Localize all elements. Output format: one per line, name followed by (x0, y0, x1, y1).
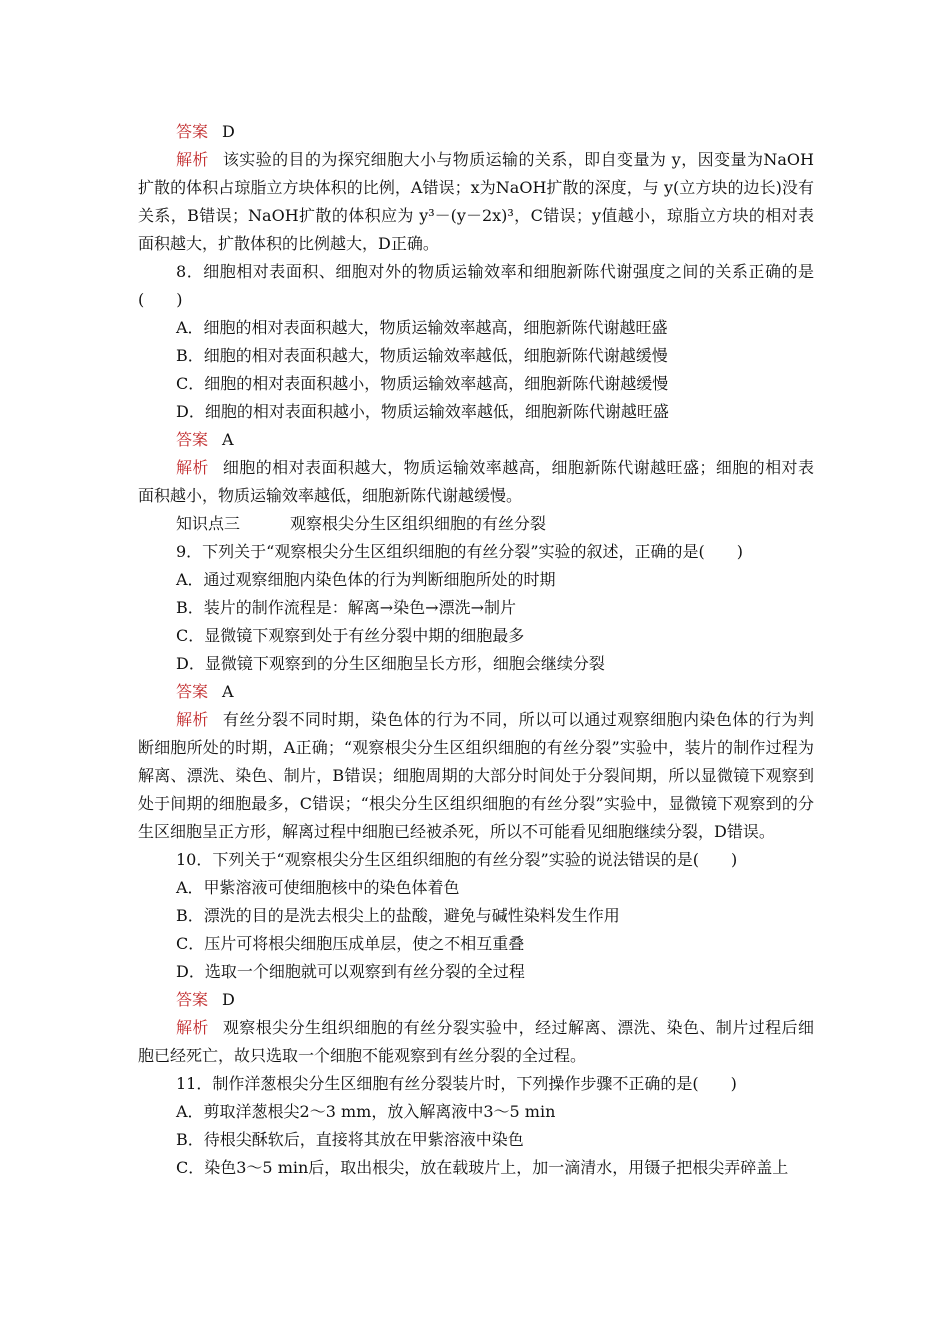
answer-8 (138, 426, 814, 454)
analysis-text: 该实验的目的为探究细胞大小与物质运输的关系，即自变量为 y，因变量为NaOH扩散的体积占琼脂立方块体积的比例，A错误；x为NaOH扩散的深度，与 y(立方块的边长)没有关系，B错误；NaOH扩散的体积应为 y³－(y－2x)³，C错误；y值越小，琼脂立方块的相对表面积越大，扩散体积的比例越大，D正确。 (138, 150, 814, 253)
question-9-option-a: A．通过观察细胞内染色体的行为判断细胞所处的时期 (176, 570, 556, 589)
analysis-text: 观察根尖分生组织细胞的有丝分裂实验中，经过解离、漂洗、染色、制片过程后细胞已经死亡，故只选取一个细胞不能观察到有丝分裂的全过程。 (138, 1018, 814, 1065)
question-8-option-a: A．细胞的相对表面积越大，物质运输效率越高，细胞新陈代谢越旺盛 (176, 318, 668, 337)
answer-label: 答案 (176, 990, 209, 1009)
document-body (138, 118, 814, 1182)
answer-label: 答案 (176, 682, 209, 701)
answer-value: A (222, 430, 234, 449)
answer-7 (138, 118, 814, 146)
analysis-8 (138, 454, 814, 510)
question-11: 11．制作洋葱根尖分生区细胞有丝分裂装片时，下列操作步骤不正确的是( ) (176, 1074, 737, 1093)
question-10-option-d: D．选取一个细胞就可以观察到有丝分裂的全过程 (176, 962, 525, 981)
question-11-option-c: C．染色3～5 min后，取出根尖，放在载玻片上，加一滴清水，用镊子把根尖弄碎盖上 (176, 1158, 789, 1177)
question-9-option-b: B．装片的制作流程是：解离→染色→漂洗→制片 (176, 598, 516, 617)
analysis-9 (138, 706, 814, 846)
answer-10 (138, 986, 814, 1014)
question-10-option-a: A．甲紫溶液可使细胞核中的染色体着色 (176, 878, 460, 897)
analysis-10 (138, 1014, 814, 1070)
answer-value: D (222, 990, 235, 1009)
question-11-option-b: B．待根尖酥软后，直接将其放在甲紫溶液中染色 (176, 1130, 524, 1149)
question-9: 9．下列关于“观察根尖分生区组织细胞的有丝分裂”实验的叙述，正确的是( ) (176, 542, 744, 561)
analysis-text: 有丝分裂不同时期，染色体的行为不同，所以可以通过观察细胞内染色体的行为判断细胞所处的时期，A正确；“观察根尖分生区组织细胞的有丝分裂”实验中，装片的制作过程为解离、漂洗、染色、制片，B错误；细胞周期的大部分时间处于分裂间期，所以显微镜下观察到处于间期的细胞最多，C错误；“根尖分生区组织细胞的有丝分裂”实验中，显微镜下观察到的分生区细胞呈正方形，解离过程中细胞已经被杀死，所以不可能看见细胞继续分裂，D错误。 (138, 710, 814, 841)
analysis-label: 解析 (176, 458, 209, 477)
question-8-option-d: D．细胞的相对表面积越小，物质运输效率越低，细胞新陈代谢越旺盛 (176, 402, 669, 421)
analysis-7 (138, 146, 814, 258)
answer-label: 答案 (176, 430, 209, 449)
knowledge-point-label: 知识点三 (176, 514, 241, 533)
question-9-option-d: D．显微镜下观察到的分生区细胞呈长方形，细胞会继续分裂 (176, 654, 605, 673)
question-10-option-c: C．压片可将根尖细胞压成单层，使之不相互重叠 (176, 934, 525, 953)
knowledge-point-title: 观察根尖分生区组织细胞的有丝分裂 (290, 514, 547, 533)
answer-9 (138, 678, 814, 706)
analysis-label: 解析 (176, 1018, 209, 1037)
question-8: 8．细胞相对表面积、细胞对外的物质运输效率和细胞新陈代谢强度之间的关系正确的是( ) (138, 262, 814, 309)
question-10-option-b: B．漂洗的目的是洗去根尖上的盐酸，避免与碱性染料发生作用 (176, 906, 620, 925)
question-11-option-a: A．剪取洋葱根尖2～3 mm，放入解离液中3～5 min (176, 1102, 556, 1121)
analysis-text: 细胞的相对表面积越大，物质运输效率越高，细胞新陈代谢越旺盛；细胞的相对表面积越小，物质运输效率越低，细胞新陈代谢越缓慢。 (138, 458, 814, 505)
analysis-label: 解析 (176, 150, 209, 169)
question-8-option-b: B．细胞的相对表面积越大，物质运输效率越低，细胞新陈代谢越缓慢 (176, 346, 668, 365)
question-9-option-c: C．显微镜下观察到处于有丝分裂中期的细胞最多 (176, 626, 525, 645)
answer-label: 答案 (176, 122, 209, 141)
analysis-label: 解析 (176, 710, 209, 729)
knowledge-point-heading (138, 510, 814, 538)
question-8-option-c: C．细胞的相对表面积越小，物质运输效率越高，细胞新陈代谢越缓慢 (176, 374, 669, 393)
answer-value: D (222, 122, 235, 141)
question-10: 10．下列关于“观察根尖分生区组织细胞的有丝分裂”实验的说法错误的是( ) (176, 850, 738, 869)
answer-value: A (222, 682, 234, 701)
